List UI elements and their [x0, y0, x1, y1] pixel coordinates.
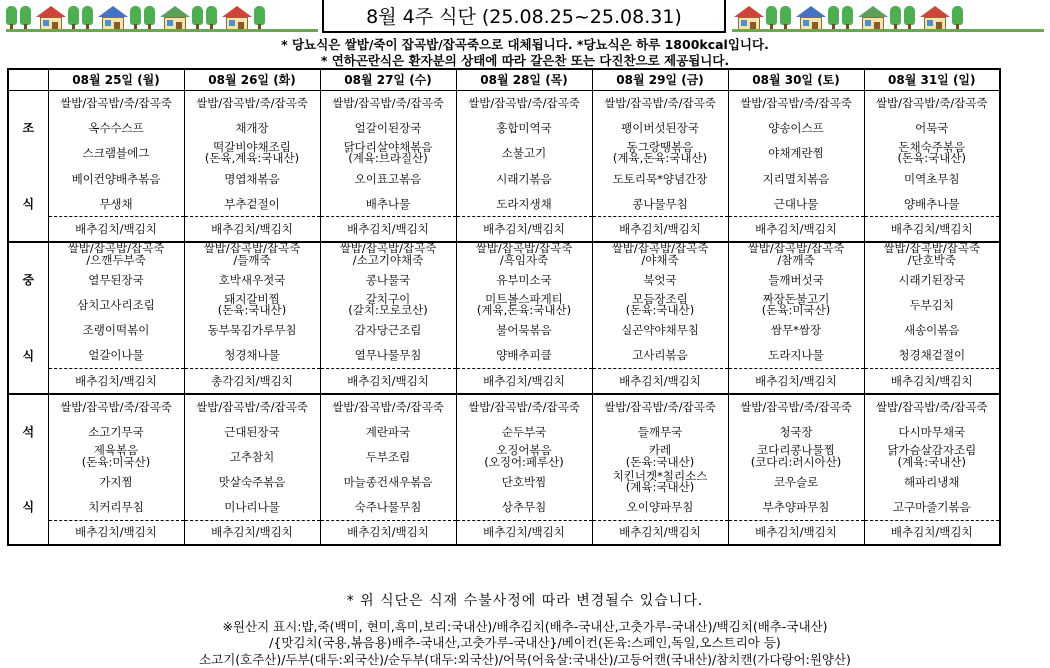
menu-cell	[592, 469, 728, 494]
menu-cell: 들깨무국	[592, 419, 728, 444]
menu-cell: 옥수수스프	[48, 115, 184, 140]
dish-name: 코다리콩나물찜	[757, 444, 835, 458]
menu-cell	[592, 141, 728, 166]
menu-cell	[48, 469, 184, 494]
dish-name: 닭가슴살감자조림	[887, 444, 977, 458]
menu-cell: 쌀밥/잡곡밥/죽/잡곡죽	[184, 90, 320, 115]
menu-row	[8, 419, 1000, 444]
menu-cell	[864, 292, 1000, 317]
meal-label	[8, 90, 48, 115]
day-header: 08월 29일 (금)	[592, 69, 728, 90]
menu-cell: 다시마무채국	[864, 419, 1000, 444]
menu-cell: 조랭이떡볶이	[48, 318, 184, 343]
menu-cell: 치커리무침	[48, 495, 184, 520]
menu-row	[8, 115, 1000, 140]
menu-cell: 도라지생채	[456, 191, 592, 216]
menu-cell: 베이컨양배추볶음	[48, 166, 184, 191]
dish-name: 고추참치	[229, 449, 275, 464]
dish-name: 치킨너겟*칠리소스	[612, 469, 708, 483]
dish-origin: (계육:국내산)	[625, 480, 695, 495]
meal-label	[8, 141, 48, 166]
menu-cell: 팽이버섯된장국	[592, 115, 728, 140]
menu-cell: 배추김치/백김치	[592, 520, 728, 545]
menu-row	[8, 520, 1000, 545]
menu-cell: 미나리나물	[184, 495, 320, 520]
menu-cell: 불어묵볶음	[456, 318, 592, 343]
meal-label: 식	[8, 495, 48, 520]
menu-cell: 쌀밥/잡곡밥/죽/잡곡죽	[728, 90, 864, 115]
menu-cell	[320, 444, 456, 469]
dysphagia-diet-notice: * 연하곤란식은 환자분의 상태에 따라 갈은찬 또는 다진찬으로 제공됩니다.	[320, 53, 730, 68]
menu-row	[8, 444, 1000, 469]
day-header: 08월 30일 (토)	[728, 69, 864, 90]
menu-cell: 쌀밥/잡곡밥/죽/잡곡죽	[456, 90, 592, 115]
dish-name: 삼치고사리조림	[77, 298, 155, 313]
menu-cell: 쌀밥/잡곡밥/죽/잡곡죽	[184, 394, 320, 419]
dish-name: 쌀밥/잡곡밥/잡곡죽	[475, 241, 573, 256]
meal-label	[8, 242, 48, 267]
menu-cell	[456, 242, 592, 267]
menu-cell: 쌀밥/잡곡밥/죽/잡곡죽	[864, 90, 1000, 115]
menu-cell: 근대나물	[728, 191, 864, 216]
menu-cell: 열무된장국	[48, 267, 184, 292]
menu-cell	[728, 292, 864, 317]
menu-cell: 고사리볶음	[592, 343, 728, 368]
menu-cell: 배추김치/백김치	[864, 368, 1000, 393]
dish-name: 단호박찜	[501, 475, 547, 490]
menu-cell	[456, 469, 592, 494]
menu-cell: 오이표고볶음	[320, 166, 456, 191]
day-header-row	[8, 69, 1000, 90]
dish-name: 떡갈비야채조림	[213, 140, 291, 154]
menu-cell: 순두부국	[456, 419, 592, 444]
menu-cell: 상추무침	[456, 495, 592, 520]
dish-origin: (계육,돈육:국내산)	[476, 303, 572, 318]
menu-row	[8, 90, 1000, 115]
menu-cell	[48, 292, 184, 317]
menu-cell: 새송이볶음	[864, 318, 1000, 343]
dish-name: 돼지갈비찜	[224, 292, 280, 306]
menu-cell: 무생채	[48, 191, 184, 216]
menu-row	[8, 216, 1000, 241]
dish-name: 쌀밥/잡곡밥/잡곡죽	[67, 241, 165, 256]
menu-cell: 열무나물무침	[320, 343, 456, 368]
menu-cell: 근대된장국	[184, 419, 320, 444]
menu-cell: 콩나물국	[320, 267, 456, 292]
menu-cell: 미역초무침	[864, 166, 1000, 191]
menu-cell: 들깨버섯국	[728, 267, 864, 292]
menu-cell	[48, 242, 184, 267]
menu-cell: 배추김치/백김치	[48, 368, 184, 393]
menu-cell	[184, 292, 320, 317]
dish-name: 쌀밥/잡곡밥/잡곡죽	[883, 241, 981, 256]
menu-cell: 쌀밥/잡곡밥/죽/잡곡죽	[592, 394, 728, 419]
menu-cell: 배추김치/백김치	[864, 216, 1000, 241]
menu-row	[8, 267, 1000, 292]
meal-label: 석	[8, 419, 48, 444]
menu-cell: 청경채겉절이	[864, 343, 1000, 368]
menu-cell	[728, 141, 864, 166]
menu-cell	[456, 444, 592, 469]
menu-cell: 홍합미역국	[456, 115, 592, 140]
dish-name: 모듬장조림	[632, 292, 688, 306]
menu-row	[8, 166, 1000, 191]
menu-cell: 배추김치/백김치	[728, 520, 864, 545]
meal-label	[8, 318, 48, 343]
menu-cell: 배추김치/백김치	[592, 368, 728, 393]
dish-name: 가지찜	[99, 475, 133, 490]
dish-origin: (돈육:미국산)	[761, 303, 831, 318]
menu-cell: 쌀밥/잡곡밥/죽/잡곡죽	[456, 394, 592, 419]
menu-cell	[456, 141, 592, 166]
menu-cell: 유부미소국	[456, 267, 592, 292]
dish-origin: /으깬두부죽	[86, 252, 146, 267]
dish-origin: (돈육,계육:국내산)	[204, 151, 300, 166]
menu-cell	[864, 444, 1000, 469]
menu-cell: 쌀밥/잡곡밥/죽/잡곡죽	[864, 394, 1000, 419]
menu-row	[8, 368, 1000, 393]
menu-cell: 청국장	[728, 419, 864, 444]
menu-cell: 쌀밥/잡곡밥/죽/잡곡죽	[48, 90, 184, 115]
menu-cell: 쌀밥/잡곡밥/죽/잡곡죽	[728, 394, 864, 419]
menu-row	[8, 318, 1000, 343]
menu-cell	[320, 292, 456, 317]
meal-label	[8, 444, 48, 469]
dish-origin: (돈육:국내산)	[897, 151, 966, 166]
dish-name: 맛살숙주볶음	[218, 475, 286, 490]
dish-origin: (계육:브라질산)	[348, 151, 428, 166]
meal-label	[8, 520, 48, 545]
ground-strip	[732, 29, 1044, 32]
menu-row	[8, 292, 1000, 317]
menu-cell: 배추김치/백김치	[728, 368, 864, 393]
meal-column-header	[8, 69, 48, 90]
menu-cell: 부추양파무침	[728, 495, 864, 520]
menu-cell: 배추김치/백김치	[184, 216, 320, 241]
menu-cell: 쌈무*쌈장	[728, 318, 864, 343]
menu-cell	[728, 469, 864, 494]
dish-origin: /들깨죽	[233, 252, 271, 267]
menu-cell: 명엽채볶음	[184, 166, 320, 191]
menu-cell	[48, 141, 184, 166]
menu-body	[8, 90, 1000, 545]
meal-label	[8, 216, 48, 241]
menu-cell	[456, 292, 592, 317]
dish-origin: /단호박죽	[907, 252, 956, 267]
menu-cell: 감자당근조림	[320, 318, 456, 343]
menu-cell: 계란파국	[320, 419, 456, 444]
dish-origin: (오징어:페루산)	[484, 454, 564, 469]
menu-cell: 채개장	[184, 115, 320, 140]
meal-label: 조	[8, 115, 48, 140]
dish-origin: /흑임자죽	[499, 252, 549, 267]
menu-cell: 얼갈이나물	[48, 343, 184, 368]
dish-name: 오징어볶음	[496, 444, 552, 458]
dish-origin: /소고기야채죽	[352, 252, 424, 267]
menu-cell: 실곤약야채무침	[592, 318, 728, 343]
menu-cell	[320, 469, 456, 494]
menu-cell: 양송이스프	[728, 115, 864, 140]
menu-cell	[728, 444, 864, 469]
dish-origin: (돈육:국내산)	[625, 454, 695, 469]
origin-label-line: /{맛김치(국용,볶음용)배추-국내산,고춧가루-국내산}/베이컨(돈육:스페인,독일,오스트리아 등)	[269, 635, 781, 650]
menu-cell: 배추김치/백김치	[456, 368, 592, 393]
menu-cell: 오이양파무침	[592, 495, 728, 520]
menu-row	[8, 394, 1000, 419]
menu-row	[8, 343, 1000, 368]
ground-strip	[6, 29, 318, 32]
menu-cell	[592, 292, 728, 317]
meal-label: 중	[8, 267, 48, 292]
menu-cell	[864, 141, 1000, 166]
menu-change-notice: * 위 식단은 식재 수불사정에 따라 변경될수 있습니다.	[346, 593, 704, 609]
menu-cell: 배추김치/백김치	[728, 216, 864, 241]
dish-name: 두부조림	[365, 449, 411, 464]
meal-label: 식	[8, 343, 48, 368]
menu-cell: 양배추나물	[864, 191, 1000, 216]
dish-name: 마늘종건새우볶음	[343, 475, 433, 490]
meal-label	[8, 469, 48, 494]
dish-name: 돈채숙주볶음	[898, 140, 966, 154]
meal-label	[8, 166, 48, 191]
day-header: 08월 31일 (일)	[864, 69, 1000, 90]
dish-name: 쌀밥/잡곡밥/잡곡죽	[747, 241, 845, 256]
dish-origin: (돈육:국내산)	[217, 303, 287, 318]
menu-cell: 배추나물	[320, 191, 456, 216]
menu-cell: 양배추피클	[456, 343, 592, 368]
menu-cell	[320, 141, 456, 166]
menu-cell: 지리멸치볶음	[728, 166, 864, 191]
dish-origin: (돈육:국내산)	[625, 303, 695, 318]
dish-name: 코우슬로	[773, 475, 819, 490]
menu-cell	[864, 469, 1000, 494]
dish-name: 스크램블에그	[82, 146, 150, 161]
meal-label	[8, 394, 48, 419]
menu-cell	[184, 469, 320, 494]
dish-name: 소불고기	[501, 146, 547, 161]
day-header: 08월 28일 (목)	[456, 69, 592, 90]
menu-cell: 어묵국	[864, 115, 1000, 140]
menu-cell: 배추김치/백김치	[456, 216, 592, 241]
menu-cell: 고구마줄기볶음	[864, 495, 1000, 520]
menu-cell: 콩나물무침	[592, 191, 728, 216]
meal-label	[8, 292, 48, 317]
dish-origin: /야채죽	[641, 252, 679, 267]
village-illustration-right	[732, 0, 1044, 32]
village-illustration-left	[6, 0, 318, 32]
menu-cell: 소고기무국	[48, 419, 184, 444]
dish-name: 동그랑땡볶음	[626, 140, 694, 154]
dish-origin: /참깨죽	[777, 252, 815, 267]
dish-name: 짜장돈불고기	[762, 292, 830, 306]
origin-label-line: ※원산지 표시:밥,죽(백미, 현미,흑미,보리:국내산)/배추김치(배추-국내산,고춧가루-국내산)/백김치(배추-국내산)	[222, 619, 828, 634]
menu-cell: 배추김치/백김치	[320, 520, 456, 545]
day-header: 08월 27일 (수)	[320, 69, 456, 90]
dish-name: 쌀밥/잡곡밥/잡곡죽	[611, 241, 709, 256]
menu-row	[8, 469, 1000, 494]
menu-cell: 숙주나물무침	[320, 495, 456, 520]
menu-cell: 도토리묵*양념간장	[592, 166, 728, 191]
page-header	[0, 0, 1050, 34]
dish-origin: (계육:국내산)	[897, 454, 966, 469]
menu-cell: 배추김치/백김치	[184, 520, 320, 545]
menu-cell: 배추김치/백김치	[320, 368, 456, 393]
menu-cell: 청경채나물	[184, 343, 320, 368]
dish-name: 닭다리살야채볶음	[343, 140, 433, 154]
dish-name: 카레	[648, 444, 672, 458]
menu-cell: 배추김치/백김치	[48, 520, 184, 545]
meal-label: 식	[8, 191, 48, 216]
diabetic-diet-notice: * 당뇨식은 쌀밥/죽이 잡곡밥/잡곡죽으로 대체됩니다. *당뇨식은 하루 1800kcal입니다.	[281, 37, 769, 52]
dish-name: 두부김치	[909, 298, 954, 313]
meal-label	[8, 368, 48, 393]
dish-name: 미트볼스파게티	[485, 292, 563, 306]
day-header: 08월 26일 (화)	[184, 69, 320, 90]
dish-origin: (계육,돈육:국내산)	[612, 151, 708, 166]
menu-cell	[48, 444, 184, 469]
menu-row	[8, 242, 1000, 267]
menu-cell: 얼갈이된장국	[320, 115, 456, 140]
menu-cell: 쌀밥/잡곡밥/죽/잡곡죽	[592, 90, 728, 115]
menu-cell: 북엇국	[592, 267, 728, 292]
menu-cell: 배추김치/백김치	[320, 216, 456, 241]
menu-cell: 배추김치/백김치	[864, 520, 1000, 545]
menu-cell: 총각김치/백김치	[184, 368, 320, 393]
day-header: 08월 25일 (월)	[48, 69, 184, 90]
menu-cell	[184, 141, 320, 166]
menu-cell	[728, 242, 864, 267]
menu-row	[8, 141, 1000, 166]
menu-cell	[320, 242, 456, 267]
menu-cell: 시래기된장국	[864, 267, 1000, 292]
menu-cell: 배추김치/백김치	[592, 216, 728, 241]
menu-row	[8, 495, 1000, 520]
menu-cell: 부추겉절이	[184, 191, 320, 216]
menu-cell	[592, 242, 728, 267]
menu-cell: 쌀밥/잡곡밥/죽/잡곡죽	[320, 394, 456, 419]
menu-cell: 도라지나물	[728, 343, 864, 368]
dish-origin: (갈치:모로코산)	[348, 303, 428, 318]
menu-cell: 배추김치/백김치	[456, 520, 592, 545]
weekly-menu-table	[7, 68, 1001, 546]
menu-cell	[184, 242, 320, 267]
dish-name: 해파리냉채	[903, 475, 960, 490]
menu-cell	[184, 444, 320, 469]
menu-cell	[864, 242, 1000, 267]
dish-name: 쌀밥/잡곡밥/잡곡죽	[339, 241, 437, 256]
menu-cell: 쌀밥/잡곡밥/죽/잡곡죽	[48, 394, 184, 419]
menu-cell: 쌀밥/잡곡밥/죽/잡곡죽	[320, 90, 456, 115]
dish-name: 제육볶음	[93, 444, 139, 458]
dish-origin: (코다리:러시아산)	[750, 454, 842, 469]
menu-row	[8, 191, 1000, 216]
menu-cell: 배추김치/백김치	[48, 216, 184, 241]
menu-cell	[592, 444, 728, 469]
menu-cell: 동부묵김가루무침	[184, 318, 320, 343]
dish-origin: (돈육:미국산)	[81, 454, 151, 469]
page-title: 8월 4주 식단 (25.08.25~25.08.31)	[322, 0, 726, 33]
menu-cell: 시래기볶음	[456, 166, 592, 191]
dish-name: 야채계란찜	[768, 146, 824, 161]
origin-label-line: 소고기(호주산)/두부(대두:외국산)/순두부(대두:외국산)/어묵(어육살:국내산)/고등어캔(국내산)/참치캔(가다랑어:원양산)	[199, 652, 851, 667]
dish-name: 갈치구이	[365, 292, 411, 306]
dish-name: 쌀밥/잡곡밥/잡곡죽	[203, 241, 301, 256]
menu-cell: 호박새우젓국	[184, 267, 320, 292]
